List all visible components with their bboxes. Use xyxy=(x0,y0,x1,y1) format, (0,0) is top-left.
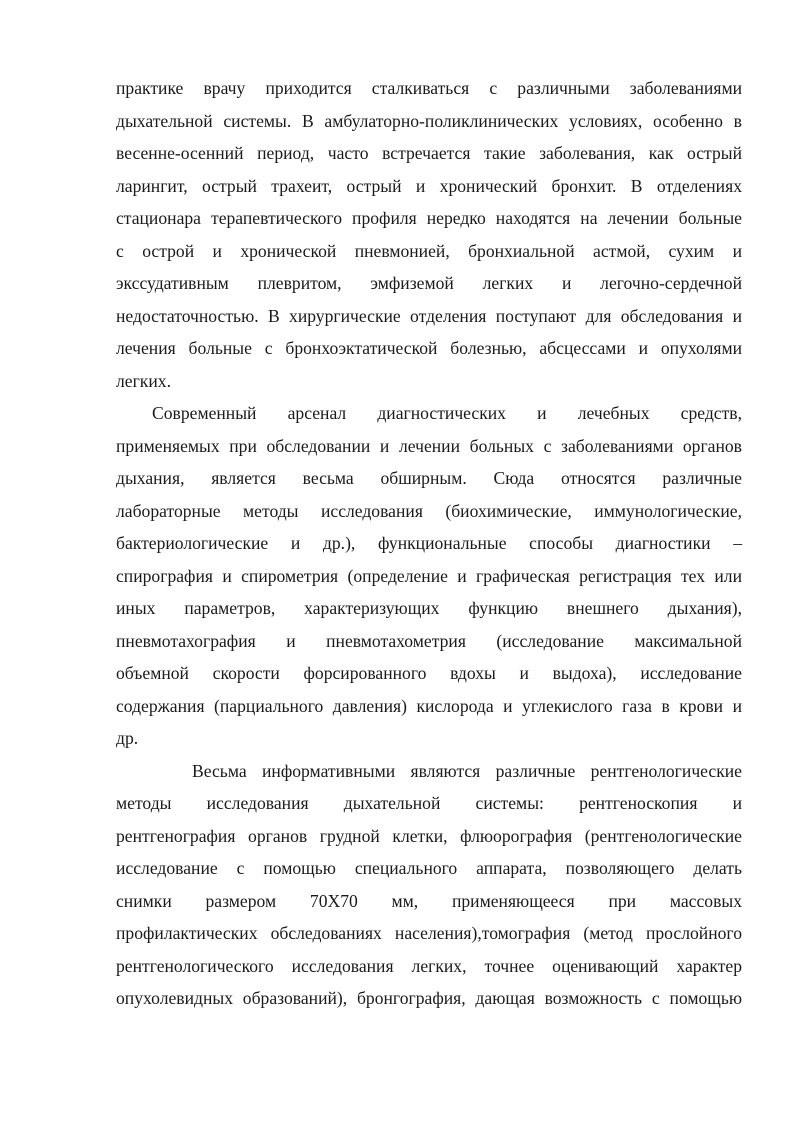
paragraph-1-line-1: практике врачу приходится сталкиваться с различными заболеваниями xyxy=(116,78,742,98)
paragraph-2-line-6: спирография и спирометрия (определение и графическая регистрация тех или xyxy=(116,565,742,586)
paragraph-2-line-1: Современный арсенал диагностических и лечебных средств, xyxy=(152,403,742,423)
paragraph-3-line-5: снимки размером 70Х70 мм, применяющееся при массовых xyxy=(116,890,742,911)
paragraph-1-line-3: весенне-осенний период, часто встречается такие заболевания, как острый xyxy=(116,143,742,163)
paragraph-3-line-2: методы исследования дыхательной системы: рентгеноскопия и xyxy=(116,793,742,813)
paragraph-3-line-7: рентгенологического исследования легких, точнее оценивающий характер xyxy=(116,955,742,976)
paragraph-2-line-5: бактериологические и др.), функциональные способы диагностики – xyxy=(116,533,742,553)
paragraph-1-line-5: стационара терапевтического профиля нередко находятся на лечении больные xyxy=(116,208,742,228)
paragraph-1-line-8: недостаточностью. В хирургические отделения поступают для обследования и xyxy=(116,305,742,326)
paragraph-3-line-6: профилактических обследованиях населения),томография (метод прослойного xyxy=(116,923,742,943)
paragraph-2-line-11: др. xyxy=(116,728,139,748)
paragraph-3-line-8: опухолевидных образований), бронгография, дающая возможность с помощью xyxy=(116,988,742,1008)
paragraph-2-line-4: лабораторные методы исследования (биохимические, иммунологические, xyxy=(116,500,742,521)
document-body xyxy=(116,72,742,1015)
paragraph-1-line-7: экссудативным плевритом, эмфиземой легких и легочно-сердечной xyxy=(116,273,742,293)
paragraph-2-line-10: содержания (парциального давления) кислорода и углекислого газа в крови и xyxy=(116,695,742,716)
paragraph-3-line-1: Весьма информативными являются различные рентгенологические xyxy=(192,760,742,781)
paragraph-3-line-4: исследование с помощью специального аппарата, позволяющего делать xyxy=(116,858,742,878)
paragraph-2-line-9: объемной скорости форсированного вдохы и выдоха), исследование xyxy=(116,663,742,683)
paragraph-2-line-7: иных параметров, характеризующих функцию внешнего дыхания), xyxy=(116,598,742,618)
paragraph-1-line-6: с острой и хронической пневмонией, бронхиальной астмой, сухим и xyxy=(116,240,742,261)
paragraph-1-line-10: легких. xyxy=(116,370,171,391)
paragraph-2-line-8: пневмотахография и пневмотахометрия (исследование максимальной xyxy=(116,630,742,651)
paragraph-3-line-3: рентгенография органов грудной клетки, флюорография (рентгенологические xyxy=(116,825,742,846)
paragraph-1-line-9: лечения больные с бронхоэктатической болезнью, абсцессами и опухолями xyxy=(116,338,742,358)
paragraph-2-line-2: применяемых при обследовании и лечении больных с заболеваниями органов xyxy=(116,435,742,456)
paragraph-1-line-4: ларингит, острый трахеит, острый и хронический бронхит. В отделениях xyxy=(116,175,742,196)
paragraph-2-line-3: дыхания, является весьма обширным. Сюда относятся различные xyxy=(116,468,742,488)
paragraph-1-line-2: дыхательной системы. В амбулаторно-поликлинических условиях, особенно в xyxy=(116,110,742,131)
